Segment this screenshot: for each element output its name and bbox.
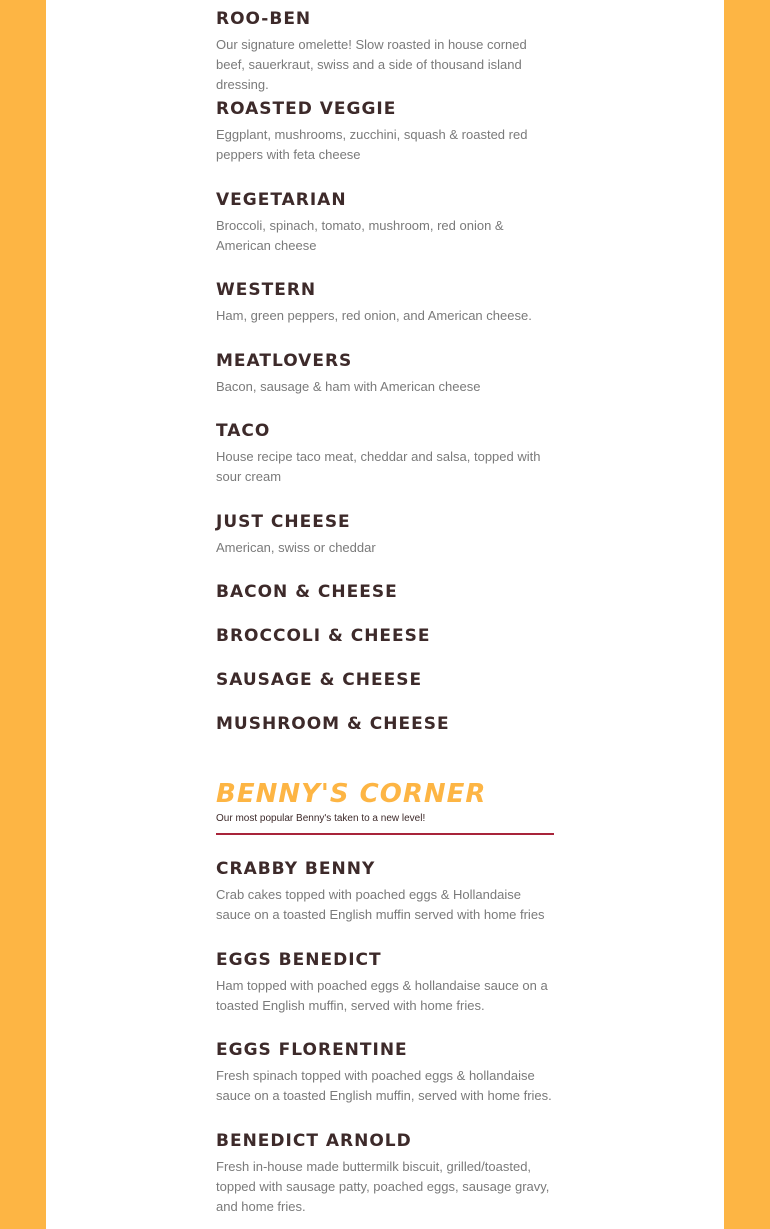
menu-item-sausage-cheese <box>216 670 556 690</box>
menu-item-broccoli-cheese <box>216 626 556 646</box>
item-name: MEATLOVERS <box>216 351 353 371</box>
item-description: Our signature omelette! Slow roasted in house corned beef, sauerkraut, swiss and a side of thousand island dressing. <box>216 37 527 92</box>
item-description: Ham, green peppers, red onion, and American cheese. <box>216 308 532 323</box>
item-description: Bacon, sausage & ham with American cheese <box>216 379 481 394</box>
item-name: BACON & CHEESE <box>216 582 398 602</box>
item-description: Fresh spinach topped with poached eggs & hollandaise sauce on a toasted English muffin, served with home fries. <box>216 1068 552 1103</box>
item-description: Ham topped with poached eggs & hollandaise sauce on a toasted English muffin, served with home fries. <box>216 978 548 1013</box>
item-name: TACO <box>216 421 271 441</box>
item-name: JUST CHEESE <box>216 512 351 532</box>
section-subtitle: Our most popular Benny's taken to a new level! <box>216 813 426 824</box>
menu-item-eggs-florentine <box>216 1040 556 1106</box>
menu-item-vegetarian <box>216 190 556 256</box>
menu-item-meatlovers <box>216 351 556 397</box>
item-name: BROCCOLI & CHEESE <box>216 626 431 646</box>
item-name: VEGETARIAN <box>216 190 347 210</box>
menu-item-roo-ben <box>216 9 556 95</box>
item-name: MUSHROOM & CHEESE <box>216 714 450 734</box>
menu-item-western <box>216 280 556 326</box>
item-description: Crab cakes topped with poached eggs & Hollandaise sauce on a toasted English muffin served with home fries <box>216 887 545 922</box>
item-description: Fresh in-house made buttermilk biscuit, grilled/toasted, topped with sausage patty, poached eggs, sausage gravy, and home fries. <box>216 1159 550 1214</box>
menu-page <box>46 0 724 1229</box>
item-name: ROASTED VEGGIE <box>216 99 397 119</box>
menu-item-taco <box>216 421 556 487</box>
menu-item-mushroom-cheese <box>216 714 556 734</box>
item-description: Broccoli, spinach, tomato, mushroom, red onion & American cheese <box>216 218 504 253</box>
section-divider <box>216 833 554 835</box>
item-name: CRABBY BENNY <box>216 859 376 879</box>
item-name: SAUSAGE & CHEESE <box>216 670 423 690</box>
section-title-bennys-corner: BENNY'S CORNER <box>216 779 487 809</box>
item-name: WESTERN <box>216 280 317 300</box>
item-description: Eggplant, mushrooms, zucchini, squash & roasted red peppers with feta cheese <box>216 127 528 162</box>
menu-item-benedict-arnold <box>216 1131 556 1217</box>
item-description: House recipe taco meat, cheddar and salsa, topped with sour cream <box>216 449 541 484</box>
item-name: EGGS BENEDICT <box>216 950 382 970</box>
item-name: EGGS FLORENTINE <box>216 1040 408 1060</box>
item-description: American, swiss or cheddar <box>216 540 376 555</box>
menu-item-bacon-cheese <box>216 582 556 602</box>
menu-item-just-cheese <box>216 512 556 558</box>
menu-item-roasted-veggie <box>216 99 556 165</box>
item-name: ROO-BEN <box>216 9 312 29</box>
item-name: BENEDICT ARNOLD <box>216 1131 412 1151</box>
menu-item-crabby-benny <box>216 859 556 925</box>
menu-item-eggs-benedict <box>216 950 556 1016</box>
